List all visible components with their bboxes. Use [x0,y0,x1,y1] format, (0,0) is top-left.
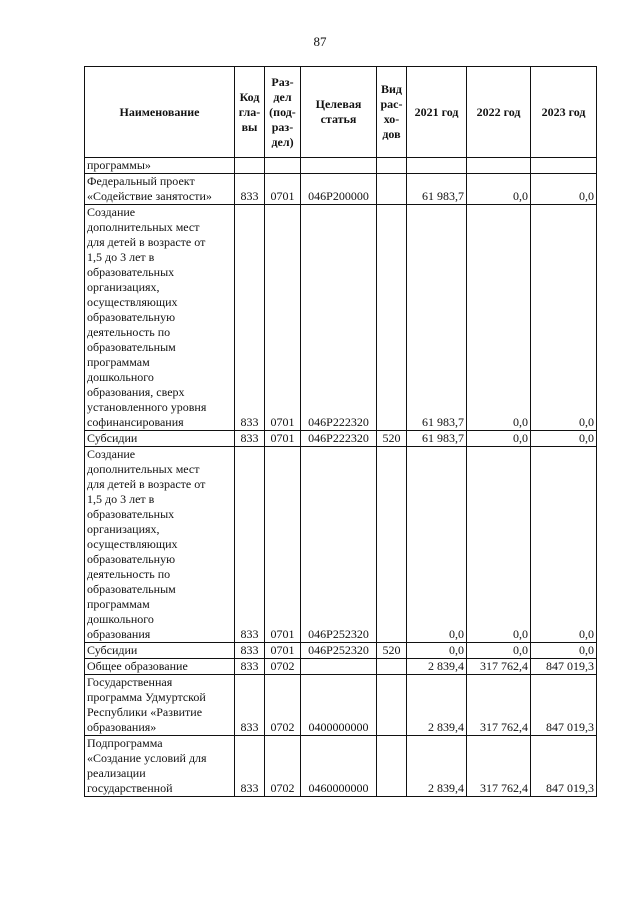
header-year-2023: 2023 год [531,67,597,158]
row-target: 046P200000 [301,174,377,205]
row-target: 046P252320 [301,447,377,643]
row-2021: 61 983,7 [407,174,467,205]
table-row [85,174,597,205]
row-chapter: 833 [235,643,265,659]
row-target: 046P222320 [301,431,377,447]
table-row [85,431,597,447]
row-section: 0701 [265,431,301,447]
row-expense [377,158,407,174]
header-chapter-code: Код гла- вы [235,67,265,158]
row-expense [377,675,407,736]
row-chapter: 833 [235,675,265,736]
row-2021: 0,0 [407,447,467,643]
table-row [85,659,597,675]
row-target: 046P252320 [301,643,377,659]
row-2023: 847 019,3 [531,736,597,797]
row-2022: 317 762,4 [467,659,531,675]
page-number: 87 [313,34,327,49]
row-section: 0701 [265,447,301,643]
row-target: 0400000000 [301,675,377,736]
row-expense [377,736,407,797]
row-2022: 0,0 [467,447,531,643]
row-chapter: 833 [235,736,265,797]
row-2023: 847 019,3 [531,659,597,675]
row-name: программы» [85,158,235,174]
row-section: 0702 [265,675,301,736]
row-expense [377,659,407,675]
row-2022: 0,0 [467,205,531,431]
row-name: Создание дополнительных мест для детей в возрасте от 1,5 до 3 лет в образовательных организациях, осуществляющих образовательную деятельность по образовательным программам дошкольного образования, сверх установленного уровня софинансирования [85,205,235,431]
row-2023: 0,0 [531,643,597,659]
row-section: 0702 [265,736,301,797]
row-section: 0701 [265,643,301,659]
row-2021: 61 983,7 [407,205,467,431]
header-year-2021: 2021 год [407,67,467,158]
row-chapter: 833 [235,205,265,431]
row-2023: 0,0 [531,174,597,205]
row-2023: 847 019,3 [531,675,597,736]
row-2021 [407,158,467,174]
table-header-row [85,67,597,158]
row-expense [377,205,407,431]
row-2023: 0,0 [531,205,597,431]
header-name: Наименование [85,67,235,158]
table-row [85,205,597,431]
row-section: 0701 [265,174,301,205]
header-section: Раз- дел (под- раз- дел) [265,67,301,158]
row-2021: 2 839,4 [407,736,467,797]
row-2021: 2 839,4 [407,659,467,675]
table-row [85,447,597,643]
row-2022: 0,0 [467,174,531,205]
row-name: Создание дополнительных мест для детей в возрасте от 1,5 до 3 лет в образовательных организациях, осуществляющих образовательную деятельность по образовательным программам дошкольного образования [85,447,235,643]
budget-table [84,66,597,797]
row-target [301,158,377,174]
row-2023 [531,158,597,174]
row-2021: 2 839,4 [407,675,467,736]
header-year-2022: 2022 год [467,67,531,158]
table-row [85,158,597,174]
row-expense [377,174,407,205]
row-chapter [235,158,265,174]
row-2023: 0,0 [531,431,597,447]
row-section: 0702 [265,659,301,675]
row-name: Субсидии [85,643,235,659]
row-2023: 0,0 [531,447,597,643]
row-expense [377,447,407,643]
row-target: 0460000000 [301,736,377,797]
row-section [265,158,301,174]
row-chapter: 833 [235,659,265,675]
row-name: Общее образование [85,659,235,675]
row-expense: 520 [377,643,407,659]
table-row [85,675,597,736]
row-2022: 0,0 [467,643,531,659]
row-2022: 317 762,4 [467,675,531,736]
row-name: Государственная программа Удмуртской Республики «Развитие образования» [85,675,235,736]
row-2021: 0,0 [407,643,467,659]
row-2021: 61 983,7 [407,431,467,447]
row-2022 [467,158,531,174]
table-row [85,643,597,659]
row-chapter: 833 [235,174,265,205]
row-name: Субсидии [85,431,235,447]
row-2022: 317 762,4 [467,736,531,797]
row-target [301,659,377,675]
row-name: Подпрограмма «Создание условий для реализации государственной [85,736,235,797]
row-target: 046P222320 [301,205,377,431]
row-name: Федеральный проект «Содействие занятости» [85,174,235,205]
table-row [85,736,597,797]
row-chapter: 833 [235,447,265,643]
row-2022: 0,0 [467,431,531,447]
header-target-article: Целевая статья [301,67,377,158]
header-expense-type: Вид рас- хо- дов [377,67,407,158]
row-section: 0701 [265,205,301,431]
row-expense: 520 [377,431,407,447]
row-chapter: 833 [235,431,265,447]
